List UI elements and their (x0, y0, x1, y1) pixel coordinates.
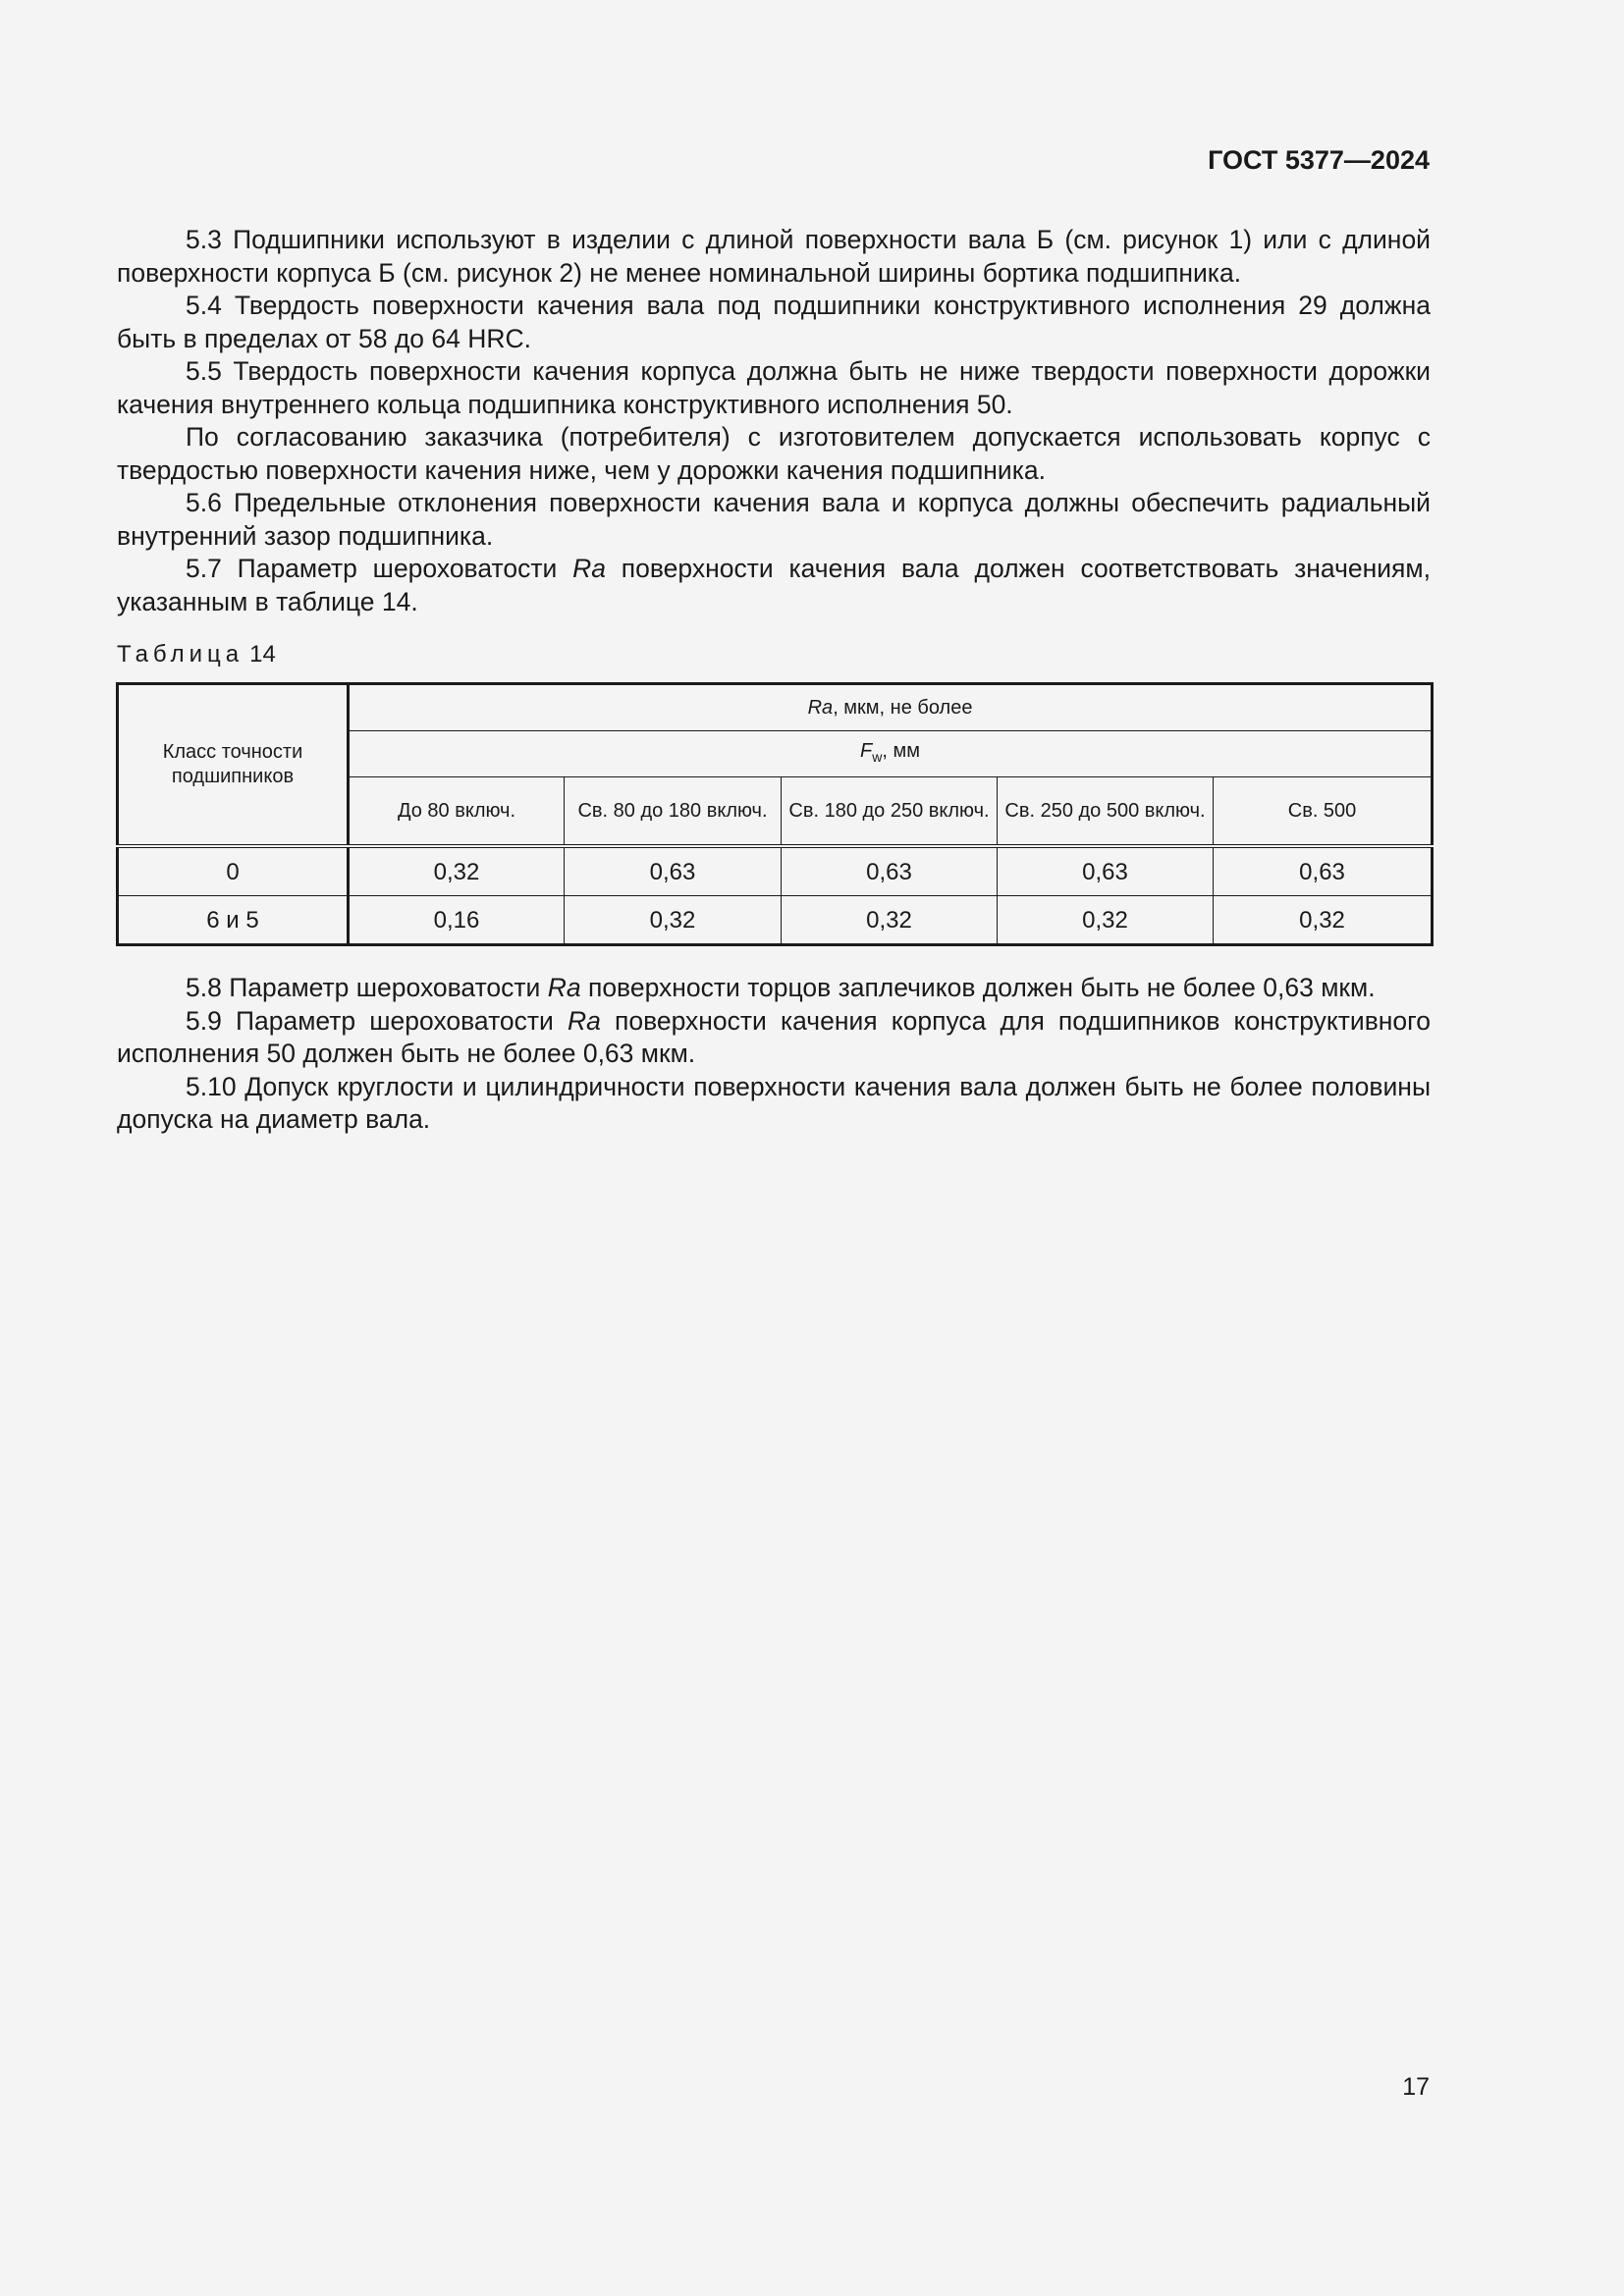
paragraph-5-7: 5.7 Параметр шероховатости Ra поверхности качения вала должен соответствовать значениям, указанным в таблице 14. (117, 554, 1431, 616)
paragraph-5-9: 5.9 Параметр шероховатости Ra поверхности качения корпуса для подшипников конструктивного исполнения 50 должен быть не более 0,63 мкм. (117, 1005, 1431, 1068)
class-header-cell: Класс точности подшипников (118, 684, 349, 847)
class-cell: 0 (118, 846, 349, 896)
table-caption-number: 14 (249, 641, 276, 667)
value-cell: 0,63 (1214, 846, 1433, 896)
value-cell: 0,63 (782, 846, 998, 896)
body-text-top (117, 224, 1431, 618)
value-cell: 0,63 (565, 846, 782, 896)
table-caption-word: Таблица (117, 641, 244, 667)
page-number: 17 (1402, 2073, 1430, 2101)
value-cell: 0,32 (998, 896, 1214, 945)
value-cell: 0,32 (1214, 896, 1433, 945)
paragraph-5-6: 5.6 Предельные отклонения поверхности качения вала и корпуса должны обеспечить радиальный внутренний зазор подшипника. (117, 488, 1431, 551)
paragraph-agreement: По согласованию заказчика (потребителя) с изготовителем допускается использовать корпус с твердостью поверхности качения ниже, чем у дорожки качения подшипника. (117, 422, 1431, 485)
paragraph-5-8: 5.8 Параметр шероховатости Ra поверхности торцов заплечиков должен быть не более 0,63 мкм. (186, 973, 1376, 1002)
paragraph-5-3: 5.3 Подшипники используют в изделии с длиной поверхности вала Б (см. рисунок 1) или с длиной поверхности корпуса Б (см. рисунок 2) не менее номинальной ширины бортика подшипника. (117, 225, 1431, 288)
table-row (118, 846, 1433, 896)
paragraph-5-5: 5.5 Твердость поверхности качения корпуса должна быть не ниже твердости поверхности дорожки качения внутреннего кольца подшипника конструктивного исполнения 50. (117, 356, 1431, 419)
value-cell: 0,32 (782, 896, 998, 945)
value-cell: 0,16 (349, 896, 565, 945)
value-cell: 0,32 (349, 846, 565, 896)
body-text-bottom (117, 972, 1431, 1137)
range-header-cell: Св. 180 до 250 включ. (782, 777, 998, 847)
range-header-cell: Св. 500 (1214, 777, 1433, 847)
paragraph-5-10: 5.10 Допуск круглости и цилиндричности поверхности качения вала должен быть не более половины допуска на диаметр вала. (117, 1071, 1431, 1134)
range-header-cell: Св. 80 до 180 включ. (565, 777, 782, 847)
class-cell: 6 и 5 (118, 896, 349, 945)
ra-header-cell: Ra, мкм, не более (349, 684, 1433, 731)
table-row (118, 896, 1433, 945)
document-code: ГОСТ 5377—2024 (1208, 145, 1430, 175)
range-header-cell: Св. 250 до 500 включ. (998, 777, 1214, 847)
fw-header-cell: $F_w$, мм (349, 731, 1433, 777)
paragraph-5-4: 5.4 Твердость поверхности качения вала под подшипники конструктивного исполнения 29 должна быть в пределах от 58 до 64 HRC. (117, 291, 1431, 353)
range-header-cell: До 80 включ. (349, 777, 565, 847)
value-cell: 0,32 (565, 896, 782, 945)
table-caption (117, 641, 276, 668)
roughness-table (116, 682, 1434, 946)
value-cell: 0,63 (998, 846, 1214, 896)
